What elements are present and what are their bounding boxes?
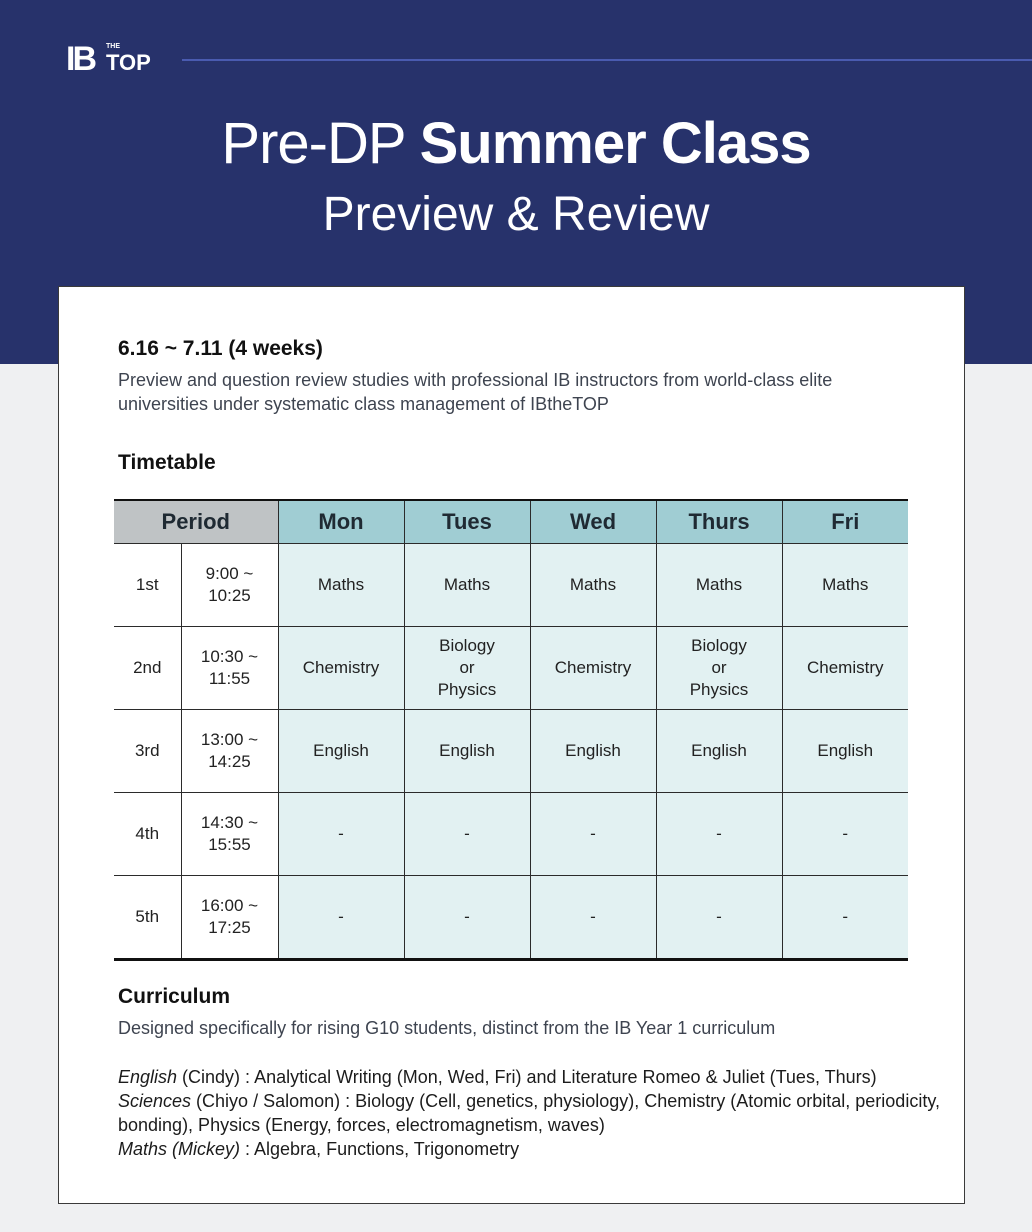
curriculum-item (118, 1089, 963, 1137)
logo-the: THE (106, 43, 120, 50)
title-bold: Summer Class (419, 111, 811, 176)
curriculum-item (118, 1065, 963, 1089)
header-day: Wed (530, 500, 656, 544)
timetable (114, 499, 908, 961)
subject-cell (656, 544, 782, 627)
period-time (181, 793, 278, 876)
header-period: Period (114, 500, 278, 544)
period-label: 4th (114, 793, 181, 876)
timetable-row (114, 627, 908, 710)
header-day: Thurs (656, 500, 782, 544)
subject-line: Chemistry (554, 658, 632, 677)
time-line: 15:55 (208, 835, 251, 854)
subject-cell (278, 876, 404, 960)
subject-cell (656, 627, 782, 710)
date-range: 6.16 ~ 7.11 (4 weeks) (118, 337, 323, 360)
subject-cell (404, 876, 530, 960)
subject-line: Physics (437, 680, 497, 699)
timetable-row (114, 876, 908, 960)
subject-line: - (464, 907, 470, 926)
subject-line: English (565, 741, 621, 760)
subject-cell (404, 544, 530, 627)
period-time (181, 544, 278, 627)
subject-line: Chemistry (806, 658, 884, 677)
period-label: 1st (114, 544, 181, 627)
subject-cell (404, 627, 530, 710)
subject-line: Maths (822, 575, 869, 594)
curriculum-list (118, 1065, 963, 1161)
subject-cell (530, 793, 656, 876)
subject-cell (530, 544, 656, 627)
page-subtitle: Preview & Review (322, 188, 710, 241)
timetable-row (114, 793, 908, 876)
subject-cell (782, 793, 908, 876)
subject-cell (782, 710, 908, 793)
curriculum-subject: Sciences (118, 1091, 192, 1111)
header-day: Tues (404, 500, 530, 544)
subject-line: - (464, 824, 470, 843)
curriculum-detail: (Cindy) : Analytical Writing (Mon, Wed, Fri) and Literature Romeo & Juliet (Tues, Thurs) (177, 1067, 877, 1087)
header-day: Fri (782, 500, 908, 544)
subject-cell (530, 710, 656, 793)
period-time (181, 627, 278, 710)
time-line: 14:30 ~ (200, 813, 259, 832)
subject-line: - (590, 824, 596, 843)
subject-line: - (590, 907, 596, 926)
subject-line: Physics (689, 680, 749, 699)
time-line: 11:55 (208, 669, 251, 688)
content-card (58, 286, 965, 1204)
subject-cell (278, 627, 404, 710)
subject-line: or (711, 658, 727, 677)
subject-cell (530, 876, 656, 960)
subject-cell (782, 876, 908, 960)
logo-top: TOP (106, 50, 151, 75)
curriculum-subject: Maths (Mickey) (118, 1139, 241, 1159)
period-time (181, 710, 278, 793)
timetable-row (114, 544, 908, 627)
subject-cell (656, 793, 782, 876)
curriculum-heading: Curriculum (118, 985, 231, 1008)
subject-cell (782, 627, 908, 710)
subject-cell (530, 627, 656, 710)
subject-line: Maths (443, 575, 491, 594)
timetable-row (114, 710, 908, 793)
subject-cell (278, 710, 404, 793)
subject-cell (782, 544, 908, 627)
subject-line: - (842, 907, 849, 926)
time-line: 10:25 (208, 586, 251, 605)
subject-cell (278, 793, 404, 876)
period-label: 5th (114, 876, 181, 960)
subject-line: - (716, 824, 722, 843)
time-line: 16:00 ~ (200, 896, 259, 915)
subject-line: Maths (317, 575, 365, 594)
timetable-header-row (114, 500, 908, 544)
subject-cell (656, 710, 782, 793)
subject-line: - (716, 907, 722, 926)
page-title (0, 110, 1032, 178)
subject-line: English (691, 741, 747, 760)
subject-line: or (459, 658, 475, 677)
subject-line: Maths (695, 575, 743, 594)
subject-cell (656, 876, 782, 960)
curriculum-detail: : Algebra, Functions, Trigonometry (240, 1139, 520, 1159)
logo-ib: IB (66, 40, 94, 78)
subject-line: - (338, 907, 344, 926)
period-label: 3rd (114, 710, 181, 793)
title-regular: Pre-DP (221, 111, 405, 176)
time-line: 17:25 (208, 918, 251, 937)
curriculum-subject: English (118, 1067, 178, 1087)
subject-line: English (313, 741, 369, 760)
subject-line: English (439, 741, 495, 760)
header-day: Mon (278, 500, 404, 544)
time-line: 9:00 ~ (205, 564, 254, 583)
curriculum-detail: (Chiyo / Salomon) : Biology (Cell, genetics, physiology), Chemistry (Atomic orbital, periodicity, bonding), Physics (Energy, forces, electromagnetism, waves) (118, 1091, 940, 1135)
time-line: 13:00 ~ (200, 730, 259, 749)
subject-cell (404, 793, 530, 876)
curriculum-item (118, 1137, 963, 1161)
subject-line: - (338, 824, 344, 843)
period-time (181, 876, 278, 960)
subject-line: - (842, 824, 849, 843)
timetable-heading: Timetable (118, 451, 216, 474)
ibthetop-logo (66, 40, 158, 78)
period-label: 2nd (114, 627, 181, 710)
intro-text: Preview and question review studies with professional IB instructors from world-class elite universities under systematic class management of IBtheTOP (118, 370, 833, 414)
subject-line: Maths (569, 575, 617, 594)
subject-line: Biology (691, 636, 747, 655)
subject-line: Biology (439, 636, 495, 655)
time-line: 14:25 (208, 752, 251, 771)
subject-cell (278, 544, 404, 627)
curriculum-description: Designed specifically for rising G10 students, distinct from the IB Year 1 curriculum (118, 1018, 776, 1038)
time-line: 10:30 ~ (200, 647, 259, 666)
subject-line: Chemistry (302, 658, 380, 677)
subject-cell (404, 710, 530, 793)
header-divider (182, 59, 1032, 61)
subject-line: English (817, 741, 874, 760)
